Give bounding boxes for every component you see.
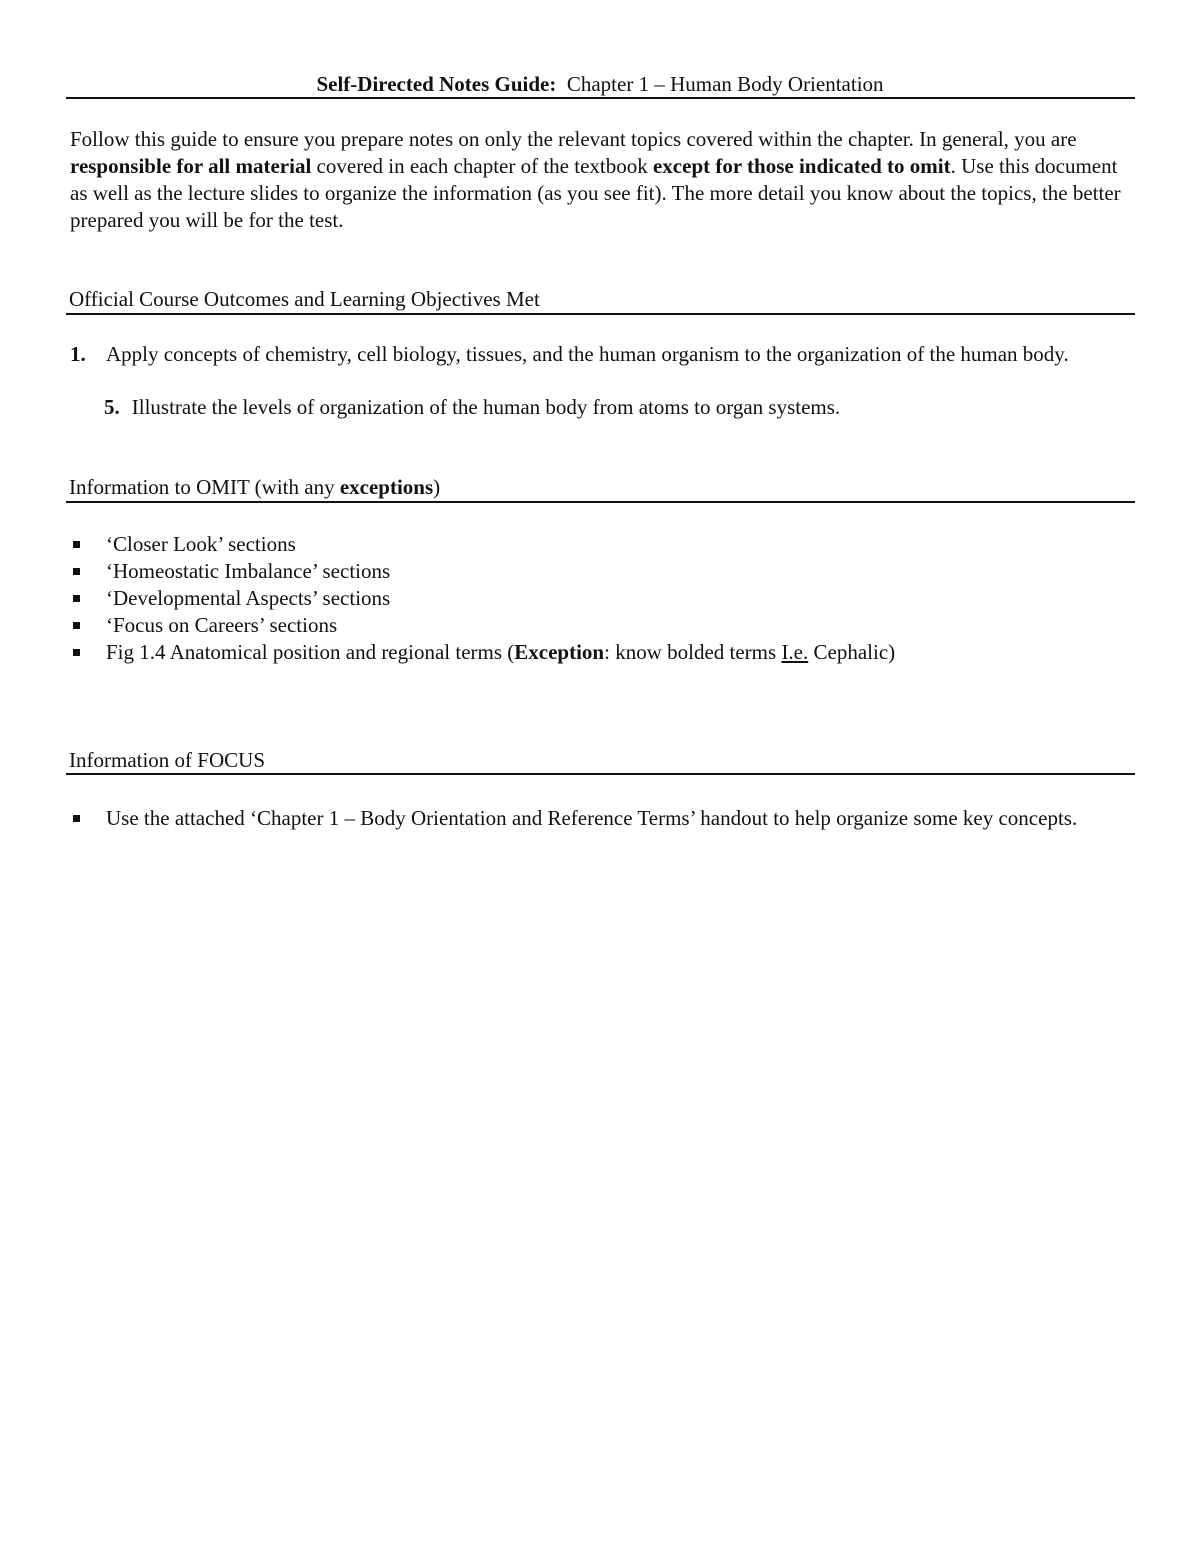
intro-paragraph bbox=[70, 126, 1130, 234]
list-item-text: Use the attached ‘Chapter 1 – Body Orientation and Reference Terms’ handout to help organize some key concepts. bbox=[106, 806, 1078, 830]
list-item bbox=[70, 531, 1130, 558]
intro-text-2: covered in each chapter of the textbook bbox=[311, 154, 653, 178]
focus-heading: Information of FOCUS bbox=[69, 748, 265, 772]
objective-text: Apply concepts of chemistry, cell biology, tissues, and the human organism to the organization of the human body. bbox=[106, 342, 1069, 366]
intro-bold-1: responsible for all material bbox=[70, 154, 312, 178]
objective-subitem bbox=[104, 394, 1104, 421]
omit-rule bbox=[66, 501, 1135, 503]
list-item-text: ‘Focus on Careers’ sections bbox=[106, 613, 338, 637]
outcomes-rule bbox=[66, 313, 1135, 315]
omit-heading bbox=[69, 474, 440, 501]
fig-text-2: : know bolded terms bbox=[604, 640, 782, 664]
intro-bold-2: except for those indicated to omit bbox=[652, 154, 951, 178]
omit-heading-text: Information to OMIT (with any bbox=[69, 475, 340, 499]
list-item-text: ‘Developmental Aspects’ sections bbox=[106, 586, 391, 610]
omit-heading-bold: exceptions bbox=[339, 475, 434, 499]
fig-text-3: Cephalic) bbox=[808, 640, 896, 664]
bullet-icon bbox=[73, 568, 80, 575]
objective-number: 1. bbox=[70, 342, 86, 366]
list-item bbox=[70, 612, 1130, 639]
list-item-text: ‘Closer Look’ sections bbox=[106, 532, 296, 556]
list-item-text: ‘Homeostatic Imbalance’ sections bbox=[106, 559, 391, 583]
list-item bbox=[70, 585, 1130, 612]
list-item bbox=[70, 805, 1130, 832]
outcomes-heading: Official Course Outcomes and Learning Objectives Met bbox=[69, 287, 540, 311]
intro-text-3: . Use this document as well as the lecture slides to organize the information (as you see fit). The more detail you know about the topics, the better prepared you will be for the test. bbox=[70, 154, 1121, 232]
list-item bbox=[70, 558, 1130, 585]
focus-rule bbox=[66, 773, 1135, 775]
title-bold: Self-Directed Notes Guide: bbox=[316, 72, 557, 96]
bullet-icon bbox=[73, 815, 80, 822]
objective-item bbox=[70, 341, 1130, 368]
subitem-number: 5. bbox=[104, 395, 120, 419]
fig-text: Fig 1.4 Anatomical position and regional terms ( bbox=[106, 640, 515, 664]
title-rest: Chapter 1 – Human Body Orientation bbox=[566, 72, 884, 96]
subitem-text: Illustrate the levels of organization of the human body from atoms to organ systems. bbox=[131, 395, 841, 419]
title-rule bbox=[66, 97, 1135, 99]
ie-underlined: I.e. bbox=[781, 640, 809, 664]
intro-text-1: Follow this guide to ensure you prepare notes on only the relevant topics covered within the chapter. In general, you are bbox=[70, 127, 1077, 151]
bullet-icon bbox=[73, 622, 80, 629]
list-item bbox=[70, 639, 1130, 666]
focus-list bbox=[70, 805, 1130, 832]
omit-heading-end: ) bbox=[433, 475, 441, 499]
omit-list bbox=[70, 531, 1130, 666]
bullet-icon bbox=[73, 649, 80, 656]
page-title bbox=[0, 71, 1200, 98]
bullet-icon bbox=[73, 541, 80, 548]
bullet-icon bbox=[73, 595, 80, 602]
exception-bold: Exception bbox=[514, 640, 605, 664]
